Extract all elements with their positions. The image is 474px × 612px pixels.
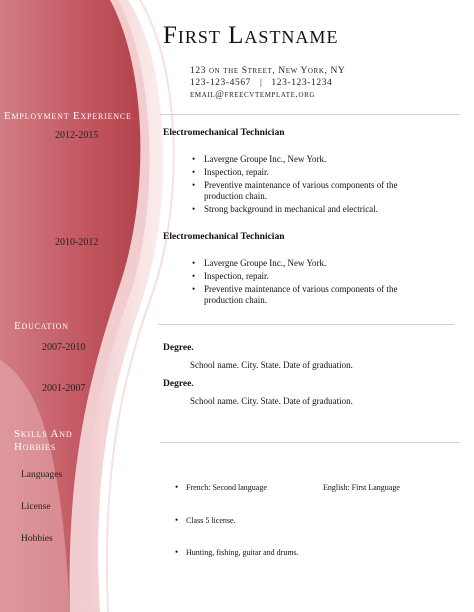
sidebar-date-employment-1: 2012-2015 bbox=[55, 130, 99, 141]
job-2-bullet-list bbox=[192, 258, 414, 308]
skill-language-2: English: First Language bbox=[323, 483, 400, 492]
education-degree-1: Degree. bbox=[163, 343, 194, 353]
list-item: • Preventive maintenance of various components of the production chain. bbox=[192, 180, 414, 202]
sidebar-date-education-2: 2001-2007 bbox=[42, 383, 86, 394]
skill-language-1: French: Second language bbox=[186, 483, 267, 492]
list-item: • Inspection, repair. bbox=[192, 167, 414, 178]
experience-divider bbox=[158, 324, 454, 325]
sidebar-item-languages: Languages bbox=[21, 470, 63, 480]
sidebar-date-education-1: 2007-2010 bbox=[42, 342, 86, 353]
sidebar-heading-skills-line2: Hobbies bbox=[14, 441, 56, 453]
job-title-1: Electromechanical Technician bbox=[163, 128, 285, 138]
sidebar-heading-education: Education bbox=[14, 320, 69, 332]
list-item: • Inspection, repair. bbox=[192, 271, 414, 282]
contact-phones: 123-123-4567 | 123-123-1234 bbox=[190, 78, 333, 88]
education-divider bbox=[160, 442, 460, 443]
job-1-bullet-list bbox=[192, 154, 414, 217]
bullet-dot-icon: • bbox=[175, 482, 179, 492]
list-item: • Strong background in mechanical and electrical. bbox=[192, 204, 414, 215]
education-school-1: School name. City. State. Date of graduation. bbox=[190, 360, 353, 370]
sidebar-item-hobbies: Hobbies bbox=[21, 534, 53, 544]
skill-license: Class 5 license. bbox=[186, 516, 236, 525]
bullet-dot-icon: • bbox=[175, 515, 179, 525]
list-item: • Lavergne Groupe Inc., New York. bbox=[192, 154, 414, 165]
candidate-name: First Lastname bbox=[163, 22, 339, 49]
education-degree-2: Degree. bbox=[163, 379, 194, 389]
skill-hobbies: Hunting, fishing, guitar and drums. bbox=[186, 548, 299, 557]
sidebar-heading-employment: Employment Experience bbox=[4, 110, 132, 122]
job-title-2: Electromechanical Technician bbox=[163, 232, 285, 242]
list-item: • Preventive maintenance of various components of the production chain. bbox=[192, 284, 414, 306]
education-school-2: School name. City. State. Date of graduation. bbox=[190, 396, 353, 406]
contact-address: 123 on the Street, New York, NY bbox=[190, 66, 346, 76]
list-item: • Lavergne Groupe Inc., New York. bbox=[192, 258, 414, 269]
contact-email: email@freecvtemplate.org bbox=[190, 90, 316, 100]
sidebar-heading-skills-line1: Skills And bbox=[14, 428, 73, 440]
sidebar-date-employment-2: 2010-2012 bbox=[55, 237, 99, 248]
header-divider bbox=[160, 114, 460, 115]
bullet-dot-icon: • bbox=[175, 547, 179, 557]
sidebar-item-license: License bbox=[21, 502, 51, 512]
